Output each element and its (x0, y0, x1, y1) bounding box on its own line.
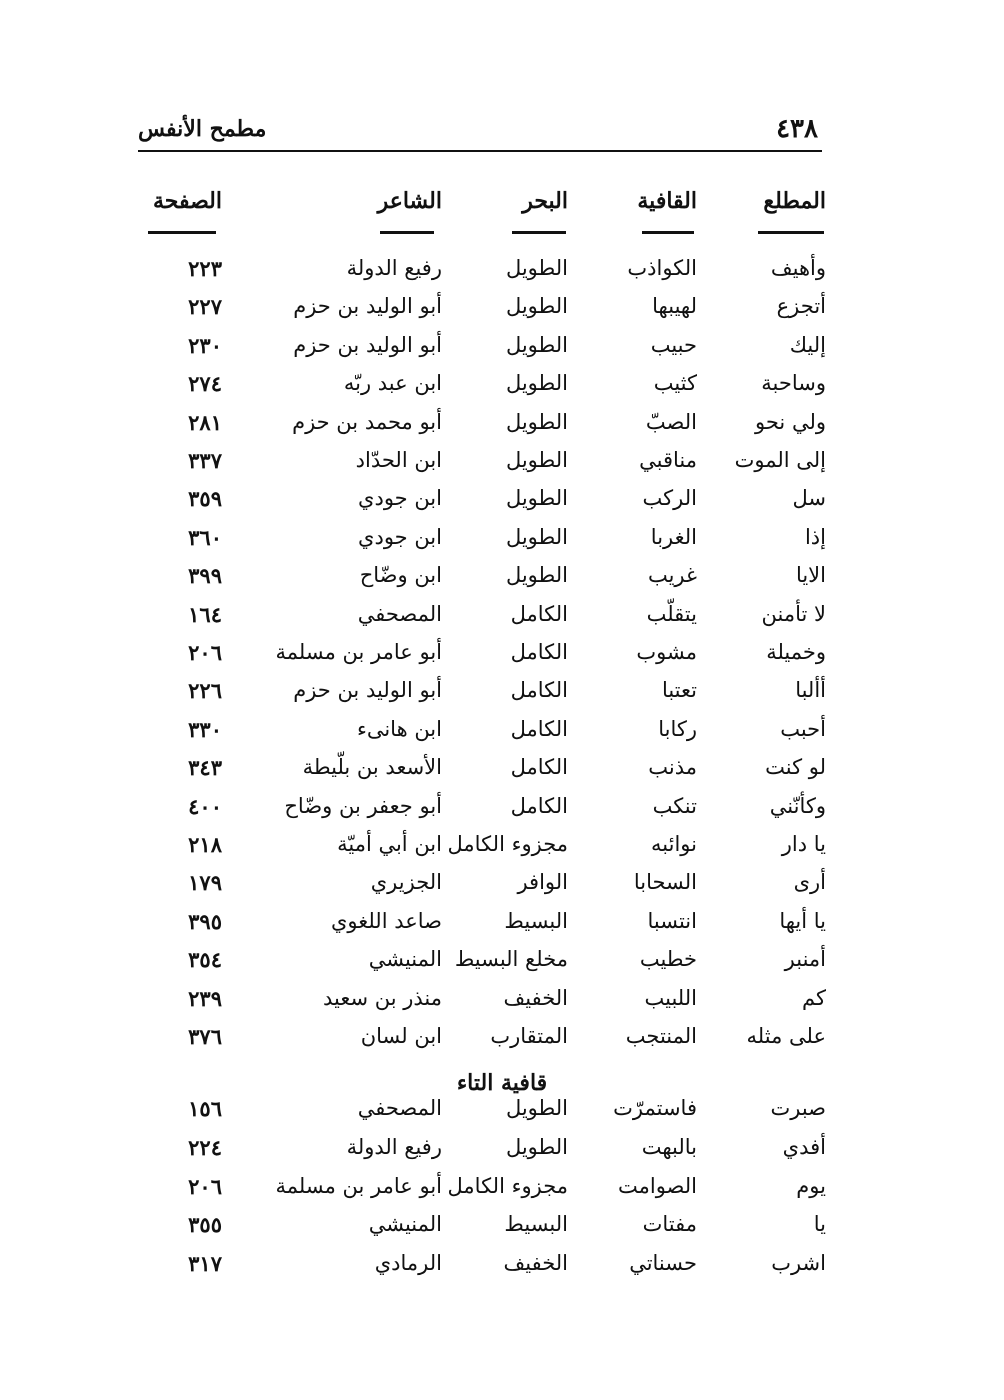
cell-page: ٤٠٠ (188, 793, 222, 819)
cell-meter: الطويل (505, 524, 568, 549)
column-rule-meter (512, 231, 566, 234)
cell-rhyme: لهيبها (652, 294, 697, 319)
cell-meter: البسيط (504, 908, 568, 933)
table-row (0, 1251, 1004, 1289)
cell-opening: إليك (789, 332, 826, 357)
cell-rhyme: يتقلّب (646, 601, 697, 626)
column-rule-opening (758, 231, 824, 234)
table-row (0, 909, 1004, 947)
cell-page: ٢٢٦ (188, 678, 222, 704)
cell-page: ٣٩٩ (188, 563, 222, 589)
table-row (0, 870, 1004, 908)
cell-meter: الطويل (505, 1096, 568, 1120)
cell-poet: ابن لسان (360, 1024, 442, 1048)
cell-poet: أبو عامر بن مسلمة (275, 1173, 442, 1198)
cell-page: ١٧٩ (188, 870, 222, 896)
cell-opening: أمنبر (784, 947, 826, 972)
column-header-opening: المطلع (763, 188, 826, 214)
cell-page: ٣٩٥ (188, 908, 222, 934)
cell-opening: يا دار (781, 832, 826, 856)
cell-rhyme: مذنب (648, 755, 697, 780)
cell-meter: الكامل (510, 601, 568, 626)
table-row (0, 256, 1004, 294)
cell-opening: كم (802, 985, 826, 1010)
cell-page: ٣٧٦ (188, 1024, 222, 1049)
cell-rhyme: تنكب (652, 793, 697, 818)
cell-page: ١٥٦ (188, 1096, 222, 1121)
table-row (0, 563, 1004, 601)
cell-page: ٣١٧ (188, 1251, 222, 1277)
cell-poet: ابن جودي (358, 524, 442, 549)
cell-rhyme: بالبهت (641, 1134, 697, 1159)
cell-meter: الطويل (505, 294, 568, 319)
cell-page: ٢٢٤ (188, 1134, 222, 1160)
cell-opening: ولي نحو (755, 409, 826, 434)
cell-rhyme: نوائبه (651, 832, 697, 856)
cell-meter: الطويل (505, 371, 568, 396)
cell-opening: إذا (804, 524, 826, 549)
cell-opening: وخميلة (766, 640, 826, 664)
cell-poet: الأسعد بن بلّيطة (302, 755, 442, 780)
cell-poet: المنيشي (368, 947, 442, 972)
cell-page: ١٦٤ (188, 601, 222, 627)
table-row (0, 678, 1004, 716)
cell-poet: ابن وضّاح (359, 563, 442, 588)
table-row (0, 410, 1004, 448)
cell-opening: اشرب (771, 1251, 826, 1276)
cell-poet: المنيشي (368, 1212, 442, 1237)
cell-poet: ابن هانىء (356, 716, 442, 741)
cell-page: ٣٥٤ (188, 947, 222, 973)
cell-rhyme: الغربا (650, 524, 697, 549)
cell-poet: رفيع الدولة (346, 256, 442, 280)
cell-meter: الطويل (505, 409, 568, 434)
page-number: ٤٣٨ (776, 114, 818, 144)
cell-page: ٢٢٣ (188, 256, 222, 281)
cell-poet: صاعد اللغوي (330, 908, 442, 933)
cell-rhyme: السحابا (633, 870, 697, 895)
cell-poet: المصحفي (357, 601, 442, 626)
cell-poet: رفيع الدولة (346, 1134, 442, 1159)
cell-poet: الجزيري (370, 870, 442, 895)
cell-rhyme: خطيب (639, 947, 697, 972)
cell-page: ٣٥٥ (188, 1212, 222, 1238)
cell-page: ٣٥٩ (188, 486, 222, 512)
cell-meter: الطويل (505, 332, 568, 357)
cell-rhyme: ركابا (658, 716, 697, 741)
cell-meter: الخفيف (503, 1251, 568, 1276)
table-row (0, 371, 1004, 409)
cell-rhyme: غريب (647, 563, 697, 588)
cell-poet: منذر بن سعيد (322, 985, 442, 1010)
cell-opening: وساحبة (761, 371, 826, 396)
cell-opening: أألبا (795, 678, 826, 703)
cell-poet: أبو الوليد بن حزم (293, 294, 442, 319)
cell-opening: أتجزع (776, 294, 826, 319)
cell-opening: وأهيف (770, 256, 826, 280)
cell-poet: أبو الوليد بن حزم (293, 332, 442, 357)
table-row (0, 640, 1004, 678)
cell-poet: ابن عبد ربّه (343, 371, 442, 396)
cell-rhyme: حبيب (650, 332, 697, 357)
cell-page: ٢٧٤ (188, 371, 222, 397)
cell-meter: الكامل (510, 755, 568, 780)
cell-opening: يا أيها (779, 908, 826, 933)
cell-opening: على مثله (746, 1024, 826, 1048)
cell-rhyme: فاستمرّت (613, 1096, 697, 1120)
cell-poet: أبو الوليد بن حزم (293, 678, 442, 703)
cell-meter: الوافر (517, 870, 568, 895)
cell-meter: الخفيف (503, 985, 568, 1010)
table-row (0, 947, 1004, 985)
table-row (0, 832, 1004, 870)
cell-rhyme: كثيب (653, 371, 697, 396)
cell-opening: أفدي (782, 1134, 826, 1159)
cell-opening: يا (813, 1212, 826, 1237)
table-row (0, 1212, 1004, 1250)
cell-rhyme: الركب (642, 486, 697, 511)
cell-meter: الطويل (505, 1134, 568, 1159)
table-row (0, 294, 1004, 332)
table-row (0, 525, 1004, 563)
cell-poet: ابن جودي (358, 486, 442, 511)
table-row (0, 794, 1004, 832)
cell-page: ٢١٨ (188, 832, 222, 857)
cell-meter: الطويل (505, 448, 568, 472)
cell-meter: الكامل (510, 640, 568, 664)
column-header-rhyme: القافية (637, 188, 697, 214)
cell-page: ٢٠٦ (188, 1173, 222, 1199)
table-row (0, 448, 1004, 486)
cell-rhyme: الكواذب (627, 256, 697, 280)
cell-meter: الكامل (510, 716, 568, 741)
cell-rhyme: مشوب (636, 640, 697, 664)
running-header (138, 112, 822, 152)
cell-opening: لا تأمنن (761, 601, 826, 626)
cell-rhyme: حسناتي (629, 1251, 697, 1276)
cell-poet: ابن الحدّاد (355, 448, 442, 472)
cell-poet: أبو محمد بن حزم (292, 409, 442, 434)
cell-rhyme: المنتجب (625, 1024, 697, 1048)
cell-page: ٣٤٣ (188, 755, 222, 781)
table-row (0, 717, 1004, 755)
cell-poet: ابن أبي أميّة (337, 832, 442, 856)
cell-page: ٢٠٦ (188, 640, 222, 665)
table-row (0, 602, 1004, 640)
cell-opening: لو كنت (765, 755, 826, 780)
cell-rhyme: تعتبا (661, 678, 697, 703)
table-row (0, 1174, 1004, 1212)
cell-meter: مخلع البسيط (454, 947, 568, 972)
cell-poet: أبو جعفر بن وضّاح (284, 793, 442, 818)
cell-poet: المصحفي (357, 1096, 442, 1120)
column-header-poet: الشاعر (377, 188, 442, 214)
column-header-meter: البحر (522, 188, 568, 214)
cell-page: ٣٣٧ (188, 448, 222, 473)
cell-rhyme: مناقبي (639, 448, 697, 472)
cell-page: ٢٨١ (188, 409, 222, 435)
cell-rhyme: الصبّ (645, 409, 697, 434)
cell-opening: سل (792, 486, 826, 511)
cell-opening: صبرت (770, 1096, 826, 1120)
cell-meter: مجزوء الكامل (447, 832, 568, 856)
cell-opening: الايا (795, 563, 826, 588)
cell-opening: أحبب (780, 716, 826, 741)
cell-page: ٢٣٠ (188, 332, 222, 358)
cell-page: ٣٣٠ (188, 716, 222, 742)
cell-meter: المتقارب (490, 1024, 568, 1048)
cell-meter: الكامل (510, 793, 568, 818)
section-title: قافية التاء (456, 1070, 548, 1096)
cell-opening: أرى (793, 870, 826, 895)
table-row (0, 333, 1004, 371)
cell-page: ٢٢٧ (188, 294, 222, 320)
column-rule-rhyme (642, 231, 694, 234)
cell-rhyme: الصوامت (618, 1173, 697, 1198)
cell-opening: وكأنّني (769, 793, 826, 818)
cell-poet: أبو عامر بن مسلمة (275, 640, 442, 664)
table-row (0, 486, 1004, 524)
cell-page: ٢٣٩ (188, 985, 222, 1011)
book-title: مطمح الأنفس (138, 116, 267, 142)
cell-rhyme: مفتات (642, 1212, 697, 1237)
cell-meter: الكامل (510, 678, 568, 703)
cell-opening: يوم (796, 1173, 826, 1198)
cell-meter: الطويل (505, 563, 568, 588)
cell-meter: الطويل (505, 256, 568, 280)
cell-page: ٣٦٠ (188, 524, 222, 550)
cell-opening: إلى الموت (734, 448, 826, 472)
cell-meter: مجزوء الكامل (447, 1173, 568, 1198)
table-row (0, 755, 1004, 793)
cell-meter: الطويل (505, 486, 568, 511)
table-row (0, 1135, 1004, 1173)
cell-poet: الرمادي (374, 1251, 442, 1276)
cell-rhyme: انتسبا (647, 908, 697, 933)
column-rule-page (148, 231, 216, 234)
table-row (0, 1024, 1004, 1062)
table-row (0, 986, 1004, 1024)
table-row (0, 1096, 1004, 1134)
cell-rhyme: اللبيب (644, 985, 697, 1010)
column-rule-poet (380, 231, 434, 234)
cell-meter: البسيط (504, 1212, 568, 1237)
column-header-page: الصفحة (152, 188, 222, 214)
